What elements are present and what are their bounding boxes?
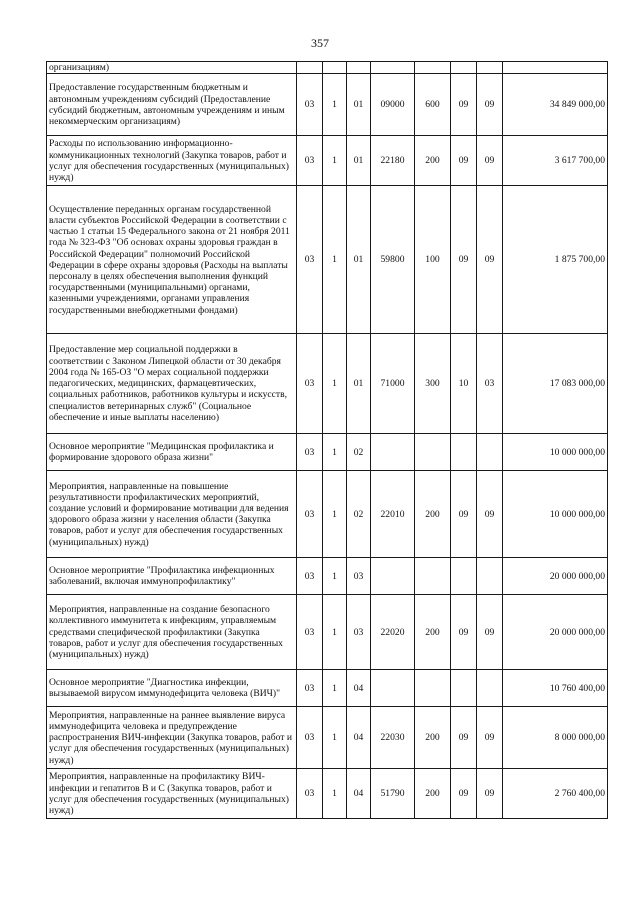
row-event-code [347,62,371,74]
row-direction-code: 59800 [371,186,415,334]
row-description: Расходы по использованию информационно-коммуникационных технологий (Закупка товаров, работ и услуг для обеспечения государственных (муниципальных) нужд) [47,136,297,186]
row-program-code: 03 [297,74,323,136]
row-description: Предоставление государственным бюджетным и автономным учреждениям субсидий (Предоставление субсидий бюджетным, автономным учреждениям и иным некоммерческим организациям) [47,74,297,136]
row-event-code: 04 [347,707,371,769]
row-expense-type: 200 [415,769,451,819]
row-amount: 10 760 400,00 [503,670,608,707]
table-row [47,434,608,471]
table-row [47,74,608,136]
table-row [47,471,608,558]
row-amount: 10 000 000,00 [503,471,608,558]
row-expense-type: 200 [415,707,451,769]
row-subsection [477,434,503,471]
row-program-code: 03 [297,558,323,595]
row-program-code: 03 [297,707,323,769]
row-description: Основное мероприятие "Профилактика инфекционных заболеваний, включая иммунопрофилактику" [47,558,297,595]
row-description: Основное мероприятие "Диагностика инфекции, вызываемой вирусом иммунодефицита человека (ВИЧ)" [47,670,297,707]
row-subprogram-code: 1 [323,595,347,670]
row-description: организациям) [47,62,297,74]
row-section [451,670,477,707]
row-program-code: 03 [297,769,323,819]
row-program-code [297,62,323,74]
table-row [47,334,608,434]
row-subsection: 09 [477,74,503,136]
row-subsection [477,62,503,74]
row-section: 09 [451,186,477,334]
row-subprogram-code: 1 [323,136,347,186]
row-subprogram-code: 1 [323,434,347,471]
row-subprogram-code: 1 [323,670,347,707]
table-row [47,136,608,186]
row-subprogram-code: 1 [323,558,347,595]
row-subsection: 09 [477,595,503,670]
row-event-code: 01 [347,74,371,136]
row-description: Мероприятия, направленные на раннее выявление вируса иммунодефицита человека и предупреждение распространения ВИЧ-инфекции (Закупка товаров, работ и услуг для обеспечения государственных (муниципальных) нужд) [47,707,297,769]
row-amount: 20 000 000,00 [503,595,608,670]
row-subprogram-code: 1 [323,471,347,558]
row-amount [503,62,608,74]
row-amount: 3 617 700,00 [503,136,608,186]
row-subsection: 09 [477,471,503,558]
row-amount: 1 875 700,00 [503,186,608,334]
row-section: 09 [451,74,477,136]
row-event-code: 04 [347,769,371,819]
table-row [47,707,608,769]
budget-table [46,61,608,819]
row-subprogram-code: 1 [323,707,347,769]
row-event-code: 01 [347,136,371,186]
row-section: 09 [451,707,477,769]
table-row [47,186,608,334]
row-program-code: 03 [297,434,323,471]
row-program-code: 03 [297,136,323,186]
row-event-code: 03 [347,558,371,595]
row-section: 09 [451,595,477,670]
row-section: 09 [451,471,477,558]
row-subsection: 09 [477,769,503,819]
table-body [47,62,608,819]
row-direction-code: 51790 [371,769,415,819]
row-expense-type [415,558,451,595]
row-direction-code: 71000 [371,334,415,434]
row-event-code: 01 [347,186,371,334]
row-description: Мероприятия, направленные на повышение результативности профилактических мероприятий, создание условий и формирование мотивации для ведения здорового образа жизни у населения области (Закупка товаров, работ и услуг для обеспечения государственных (муниципальных) нужд) [47,471,297,558]
row-expense-type: 600 [415,74,451,136]
row-subsection: 09 [477,186,503,334]
row-section: 10 [451,334,477,434]
row-direction-code: 22180 [371,136,415,186]
row-direction-code [371,62,415,74]
row-subprogram-code: 1 [323,334,347,434]
row-subprogram-code: 1 [323,74,347,136]
row-event-code: 02 [347,434,371,471]
row-event-code: 02 [347,471,371,558]
row-direction-code [371,670,415,707]
row-section: 09 [451,136,477,186]
row-section [451,434,477,471]
row-direction-code: 22020 [371,595,415,670]
row-direction-code [371,434,415,471]
row-description: Предоставление мер социальной поддержки в соответствии с Законом Липецкой области от 30 декабря 2004 года № 165-ОЗ "О мерах социальной поддержки педагогических, медицинских, фармацевтических, социальных работников, работников культуры и искусств, специалистов ветеринарных служб" (Социальное обеспечение и иные выплаты населению) [47,334,297,434]
row-event-code: 03 [347,595,371,670]
row-expense-type: 200 [415,595,451,670]
row-expense-type [415,62,451,74]
row-subprogram-code: 1 [323,186,347,334]
row-description: Мероприятия, направленные на профилактику ВИЧ-инфекции и гепатитов В и С (Закупка товаров, работ и услуг для обеспечения государственных (муниципальных) нужд) [47,769,297,819]
row-direction-code: 22030 [371,707,415,769]
page-number: 357 [311,36,329,50]
row-amount: 2 760 400,00 [503,769,608,819]
row-expense-type: 200 [415,136,451,186]
row-subsection [477,670,503,707]
row-subsection [477,558,503,595]
table-row [47,62,608,74]
table-row [47,558,608,595]
row-expense-type: 200 [415,471,451,558]
row-subprogram-code: 1 [323,769,347,819]
row-program-code: 03 [297,334,323,434]
row-direction-code: 22010 [371,471,415,558]
row-direction-code: 09000 [371,74,415,136]
row-amount: 20 000 000,00 [503,558,608,595]
row-subsection: 09 [477,136,503,186]
row-event-code: 04 [347,670,371,707]
table-row [47,769,608,819]
row-program-code: 03 [297,670,323,707]
row-section: 09 [451,769,477,819]
row-subprogram-code [323,62,347,74]
table-row [47,595,608,670]
row-event-code: 01 [347,334,371,434]
row-direction-code [371,558,415,595]
row-section [451,558,477,595]
table-row [47,670,608,707]
row-program-code: 03 [297,186,323,334]
row-description: Мероприятия, направленные на создание безопасного коллективного иммунитета к инфекциям, управляемым средствами специфической профилактики (Закупка товаров, работ и услуг для обеспечения государственных (муниципальных) нужд) [47,595,297,670]
row-description: Осуществление переданных органам государственной власти субъектов Российской Федерации в соответствии с частью 1 статьи 15 Федерального закона от 21 ноября 2011 года № 323-ФЗ "Об основах охраны здоровья граждан в Российской Федерации" полномочий Российской Федерации в сфере охраны здоровья (Расходы на выплаты персоналу в целях обеспечения выполнения функций государственными (муниципальными) органами, казенными учреждениями, органами управления государственными внебюджетными фондами) [47,186,297,334]
row-description: Основное мероприятие "Медицинская профилактика и формирование здорового образа жизни" [47,434,297,471]
row-program-code: 03 [297,595,323,670]
row-amount: 34 849 000,00 [503,74,608,136]
row-amount: 17 083 000,00 [503,334,608,434]
row-subsection: 03 [477,334,503,434]
row-expense-type [415,434,451,471]
row-amount: 10 000 000,00 [503,434,608,471]
row-expense-type: 300 [415,334,451,434]
row-expense-type: 100 [415,186,451,334]
row-expense-type [415,670,451,707]
row-program-code: 03 [297,471,323,558]
row-amount: 8 000 000,00 [503,707,608,769]
row-section [451,62,477,74]
row-subsection: 09 [477,707,503,769]
